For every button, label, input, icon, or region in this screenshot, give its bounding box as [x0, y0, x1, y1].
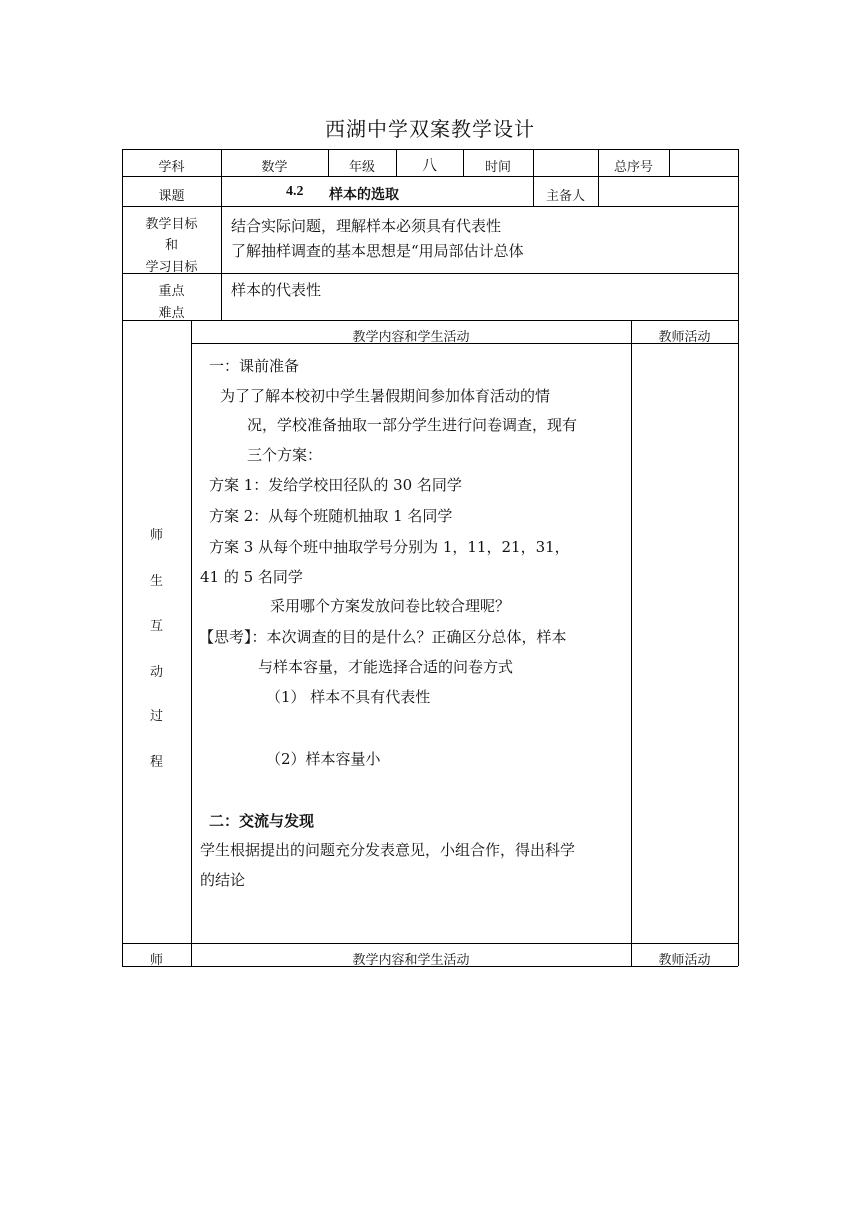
content-line: 与样本容量，才能选择合适的问卷方式 — [258, 658, 514, 676]
side-char-2: 生 — [149, 574, 163, 589]
topic-number: 4.2 — [286, 184, 304, 199]
goals-label-line-3: 学习目标 — [145, 260, 198, 275]
goal-line-1: 结合实际问题，理解样本必须具有代表性 — [231, 217, 502, 235]
side-char-5: 过 — [149, 709, 163, 724]
key-points-label-line-2: 难点 — [158, 306, 185, 321]
subject-value: 数学 — [261, 160, 288, 175]
key-points-label-line-1: 重点 — [158, 284, 185, 299]
content-line: 方案 1：发给学校田径队的 30 名同学 — [209, 476, 462, 494]
section-heading: 二：交流与发现 — [209, 812, 315, 830]
content-line: 三个方案： — [247, 446, 323, 464]
goal-line-2: 了解抽样调查的基本思想是“用局部估计总体 — [231, 242, 524, 260]
time-label: 时间 — [484, 160, 511, 175]
content-line: 方案 3 从每个班中抽取学号分别为 1，11，21，31， — [209, 538, 570, 556]
content-line: 况，学校准备抽取一部分学生进行问卷调查，现有 — [247, 416, 578, 434]
content-line: 一：课前准备 — [209, 357, 300, 375]
content-line: （2）样本容量小 — [266, 750, 381, 768]
footer-content-header: 教学内容和学生活动 — [352, 953, 470, 968]
side-char-3: 互 — [149, 619, 163, 634]
footer-teacher-header: 教师活动 — [658, 953, 711, 968]
side-char-4: 动 — [149, 665, 163, 680]
goals-label-line-2: 和 — [164, 238, 178, 253]
grade-label: 年级 — [348, 160, 375, 175]
content-line: 学生根据提出的问题充分发表意见，小组合作，得出科学 — [200, 841, 576, 859]
side-char-1: 师 — [149, 528, 163, 543]
topic-label: 课题 — [158, 189, 185, 204]
serial-label: 总序号 — [613, 160, 653, 175]
content-column-header: 教学内容和学生活动 — [352, 330, 470, 345]
grade-value: 八 — [421, 156, 437, 174]
content-line: （1） 样本不具有代表性 — [266, 688, 431, 706]
subject-label: 学科 — [158, 160, 185, 175]
content-line: 【思考】：本次调查的目的是什么？正确区分总体，样本 — [199, 628, 567, 646]
teacher-column-header: 教师活动 — [658, 330, 711, 345]
side-char-6: 程 — [149, 755, 163, 770]
preparer-label: 主备人 — [545, 189, 585, 204]
content-line: 的结论 — [200, 871, 246, 889]
topic-title: 样本的选取 — [329, 187, 399, 203]
footer-side-label: 师 — [149, 953, 163, 968]
goals-label-line-1: 教学目标 — [145, 217, 198, 232]
content-line: 41 的 5 名同学 — [200, 568, 303, 586]
content-line: 为了了解本校初中学生暑假期间参加体育活动的情 — [220, 387, 551, 405]
content-line: 方案 2：从每个班随机抽取 1 名同学 — [209, 507, 453, 525]
content-line: 采用哪个方案发放问卷比较合理呢？ — [270, 597, 511, 615]
document-title: 西湖中学双案教学设计 — [325, 117, 535, 141]
key-points-text: 样本的代表性 — [231, 281, 322, 299]
